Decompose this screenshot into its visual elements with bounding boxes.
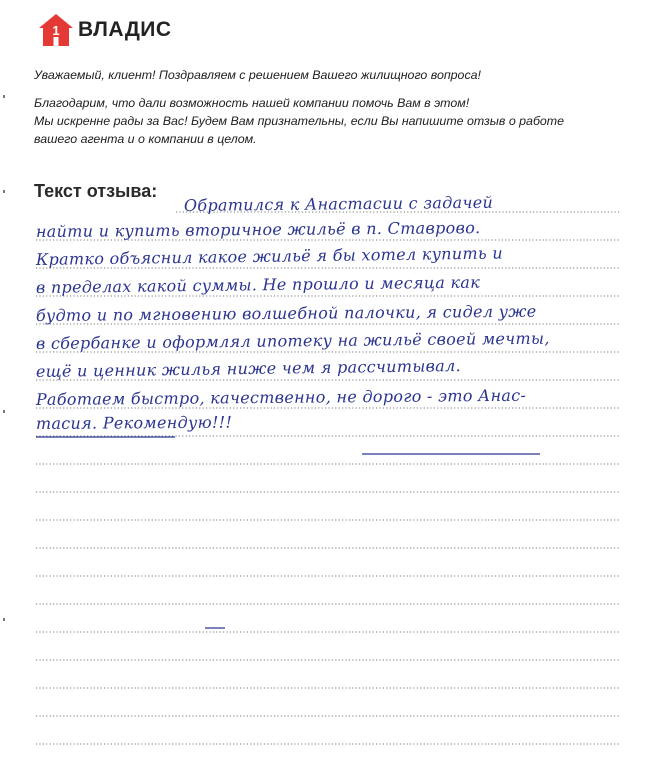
- thanks-line: Мы искренне рады за Вас! Будем Вам признательны, если Вы напишите отзыв о работе: [34, 114, 565, 128]
- brand-name: ВЛАДИС: [78, 18, 172, 41]
- handwritten-line: в сбербанке и оформлял ипотеку на жильё своей мечты,: [35, 328, 550, 353]
- review-heading: Текст отзыва:: [34, 181, 158, 201]
- scan-edge-mark: [3, 190, 5, 193]
- logo-mark-digit: 1: [52, 23, 60, 38]
- handwritten-line: ещё и ценник жилья ниже чем я рассчитывал.: [35, 356, 462, 381]
- handwritten-line: Кратко объяснил какое жильё я бы хотел купить и: [35, 243, 504, 269]
- handwritten-line: тасия. Рекомендую!!!: [35, 412, 233, 433]
- scan-edge-mark: [3, 618, 5, 621]
- handwritten-line: будто и по мгновению волшебной палочки, я сидел уже: [35, 301, 537, 325]
- greeting-line: Уважаемый, клиент! Поздравляем с решением Вашего жилищного вопроса!: [34, 68, 481, 82]
- thanks-line: Благодарим, что дали возможность нашей компании помочь Вам в этом!: [34, 96, 470, 110]
- scan-edge-mark: [3, 410, 5, 413]
- thanks-line: вашего агента и о компании в целом.: [34, 132, 257, 146]
- handwritten-line: Работаем быстро, качественно, не дорого - это Анас-: [35, 385, 527, 409]
- scan-edge-mark: [3, 95, 5, 98]
- handwritten-line: найти и купить вторичное жильё в п. Ставрово.: [35, 218, 481, 241]
- handwritten-line: Обратился к Анастасии с задачей: [183, 192, 494, 215]
- handwritten-line: в пределах какой суммы. Не прошло и месяца как: [35, 272, 481, 297]
